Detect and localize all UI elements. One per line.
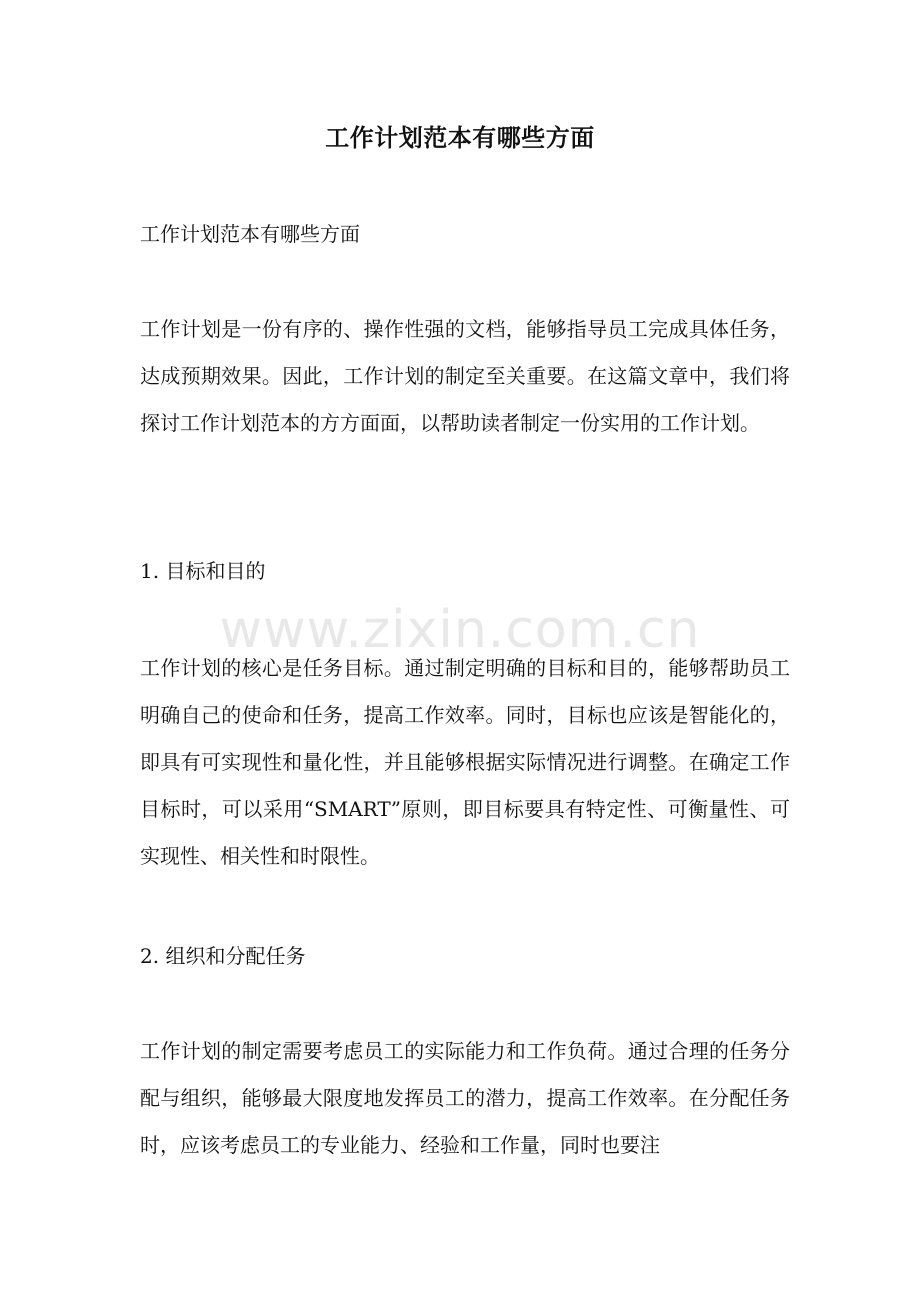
section-paragraph-goals: 工作计划的核心是任务目标。通过制定明确的目标和目的，能够帮助员工明确自己的使命和任务，提高工作效率。同时，目标也应该是智能化的，即具有可实现性和量化性，并且能够根据实际情况进行调整。在确定工作目标时，可以采用“SMART”原则，即目标要具有特定性、可衡量性、可实现性、相关性和时限性。: [140, 656, 790, 868]
document-title: 工作计划范本有哪些方面: [325, 123, 595, 152]
section-heading-goals: 1. 目标和目的: [140, 559, 266, 583]
section-heading-tasks: 2. 组织和分配任务: [140, 944, 306, 968]
section-paragraph-tasks: 工作计划的制定需要考虑员工的实际能力和工作负荷。通过合理的任务分配与组织，能够最大限度地发挥员工的潜力，提高工作效率。在分配任务时，应该考虑员工的专业能力、经验和工作量，同时也要注: [140, 1039, 790, 1157]
intro-paragraph: 工作计划是一份有序的、操作性强的文档，能够指导员工完成具体任务，达成预期效果。因此，工作计划的制定至关重要。在这篇文章中，我们将探讨工作计划范本的方方面面，以帮助读者制定一份实用的工作计划。: [140, 317, 790, 435]
watermark: www.zixin.com.cn: [219, 600, 701, 660]
document-subtitle: 工作计划范本有哪些方面: [140, 222, 360, 246]
